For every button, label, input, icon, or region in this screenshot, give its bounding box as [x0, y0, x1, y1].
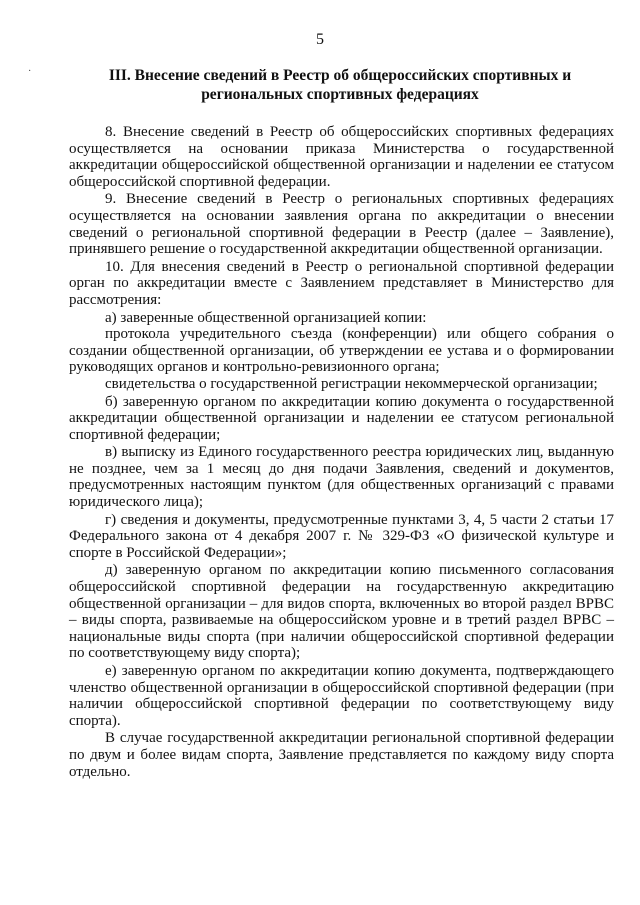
list-item-b: б) заверенную органом по аккредитации копию документа о государственной аккредитации общественной организации и наделении ее статусом региональной спортивной федерации; [69, 393, 614, 443]
paragraph-8: 8. Внесение сведений в Реестр об общероссийских спортивных федерациях осуществляется на основании приказа Министерства о государственной аккредитации общероссийской общественной организации и наделении ее статусом общероссийской спортивной федерации. [69, 124, 614, 190]
page-number: 5 [316, 31, 324, 48]
paragraph-9: 9. Внесение сведений в Реестр о региональных спортивных федерациях осуществляется на основании заявления органа по аккредитации о внесении сведений о региональной спортивной федерации в Реестр (далее – Заявление), принявшего решение о государственной аккредитации общественной организации. [69, 191, 614, 258]
list-item-a-certificate: свидетельства о государственной регистрации некоммерческой организации; [105, 375, 598, 392]
list-item-a-protocol: протокола учредительного съезда (конференции) или общего собрания о создании общественной организации, об утверждении ее устава и о формировании руководящих органов и контрольно-ревизионного органа; [69, 326, 614, 376]
list-item-g: г) сведения и документы, предусмотренные пунктами 3, 4, 5 части 2 статьи 17 Федерального закона от 4 декабря 2007 г. № 329-ФЗ «О физической культуре и спорте в Российской Федерации»; [69, 511, 614, 561]
closing-paragraph: В случае государственной аккредитации региональной спортивной федерации по двум и более видам спорта, Заявление представляется по каждому виду спорта отдельно. [69, 730, 614, 780]
list-item-d: д) заверенную органом по аккредитации копию письменного согласования общероссийской спортивной федерации на государственную аккредитацию общественной организации – для видов спорта, включенных во второй раздел ВРВС – виды спорта, развиваемые на общероссийском уровне и в третий раздел ВРВС – национальные виды спорта (при наличии общероссийской спортивной федерации по соответствующему виду спорта); [69, 562, 614, 662]
document-body [69, 124, 614, 780]
section-heading-line-2: региональных спортивных федерациях [201, 86, 479, 103]
scan-mark: · [28, 66, 32, 77]
section-heading [90, 66, 590, 104]
list-item-a: а) заверенные общественной организацией копии: [105, 309, 427, 326]
list-item-v: в) выписку из Единого государственного реестра юридических лиц, выданную не позднее, чем за 1 месяц до дня подачи Заявления, сведений и документов, предусмотренных настоящим пунктом (для общественных организаций с правами юридического лица); [69, 444, 614, 511]
section-heading-line-1: III. Внесение сведений в Реестр об общероссийских спортивных и [108, 67, 572, 84]
paragraph-10: 10. Для внесения сведений в Реестр о региональной спортивной федерации орган по аккредитации вместе с Заявлением представляет в Министерство для рассмотрения: [69, 258, 614, 308]
list-item-e: е) заверенную органом по аккредитации копию документа, подтверждающего членство общественной организации в общероссийской спортивной федерации (при наличии общероссийской спортивной федерации по соответствующему виду спорта). [69, 663, 614, 729]
